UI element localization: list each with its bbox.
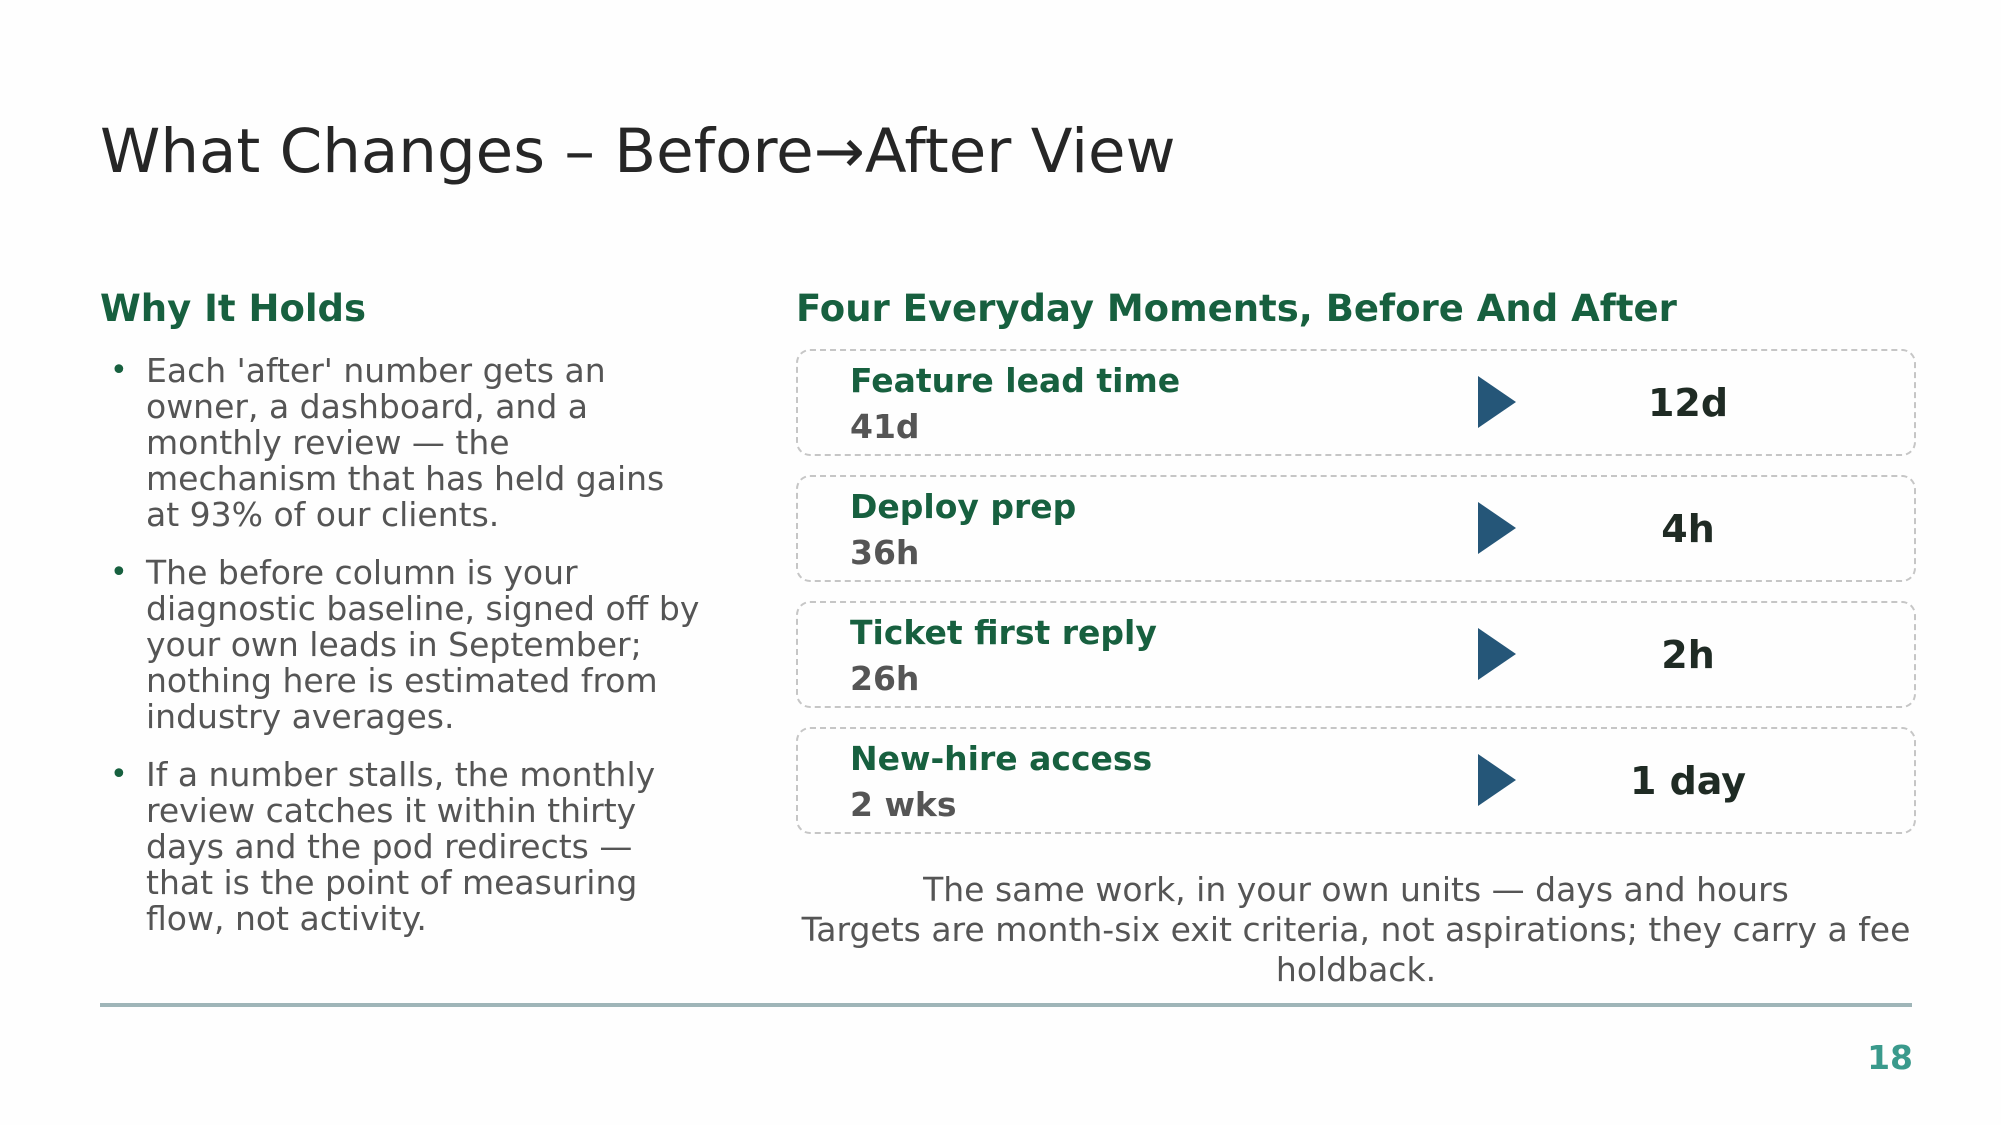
metric-label: Deploy prep: [850, 487, 1077, 526]
before-after-row: [796, 349, 1916, 456]
after-value: 1 day: [1629, 759, 1747, 803]
bullet-text: If a number stalls, the monthly review catches it within thirty days and the pod redirects — that is the point of measuring flow, not activity.: [146, 755, 656, 938]
after-value: 12d: [1647, 381, 1729, 425]
before-value: 36h: [850, 533, 920, 572]
bullet-text: Each 'after' number gets an owner, a dashboard, and a monthly review — the mechanism that has held gains at 93% of our clients.: [146, 351, 665, 534]
bullet-text: The before column is your diagnostic baseline, signed off by your own leads in September; nothing here is estimated from industry averages.: [146, 553, 700, 736]
play-arrow-icon: [1478, 754, 1516, 806]
bullet-dot-icon: •: [110, 555, 128, 590]
caption-line: Targets are month-six exit criteria, not aspirations; they carry a fee holdback.: [801, 910, 1911, 989]
before-value: 26h: [850, 659, 920, 698]
before-after-list: [796, 349, 1916, 834]
why-it-holds-section: [100, 287, 700, 959]
metric-label: New-hire access: [850, 739, 1153, 778]
bullet-item: [100, 353, 700, 533]
metric-label: Ticket first reply: [850, 613, 1157, 652]
play-arrow-icon: [1478, 628, 1516, 680]
bullet-item: [100, 757, 700, 937]
before-after-row: [796, 727, 1916, 834]
after-value: 4h: [1661, 507, 1715, 551]
after-value: 2h: [1661, 633, 1715, 677]
caption-line: The same work, in your own units — days and hours: [923, 870, 1789, 909]
section-heading-four-moments: Four Everyday Moments, Before And After: [796, 287, 1677, 330]
bullet-dot-icon: •: [110, 757, 128, 792]
caption: [796, 870, 1916, 990]
before-after-row: [796, 601, 1916, 708]
slide-title: What Changes – Before→After View: [100, 116, 1176, 187]
play-arrow-icon: [1478, 502, 1516, 554]
metric-label: Feature lead time: [850, 361, 1181, 400]
before-value: 2 wks: [850, 785, 957, 824]
before-after-row: [796, 475, 1916, 582]
before-value: 41d: [850, 407, 920, 446]
bullet-item: [100, 555, 700, 735]
play-arrow-icon: [1478, 376, 1516, 428]
before-after-section: [796, 287, 1916, 853]
bullet-list: [100, 353, 700, 937]
footer-divider: [100, 1003, 1912, 1007]
section-heading-why-it-holds: Why It Holds: [100, 287, 367, 330]
page-number: 18: [1867, 1038, 1913, 1077]
bullet-dot-icon: •: [110, 353, 128, 388]
